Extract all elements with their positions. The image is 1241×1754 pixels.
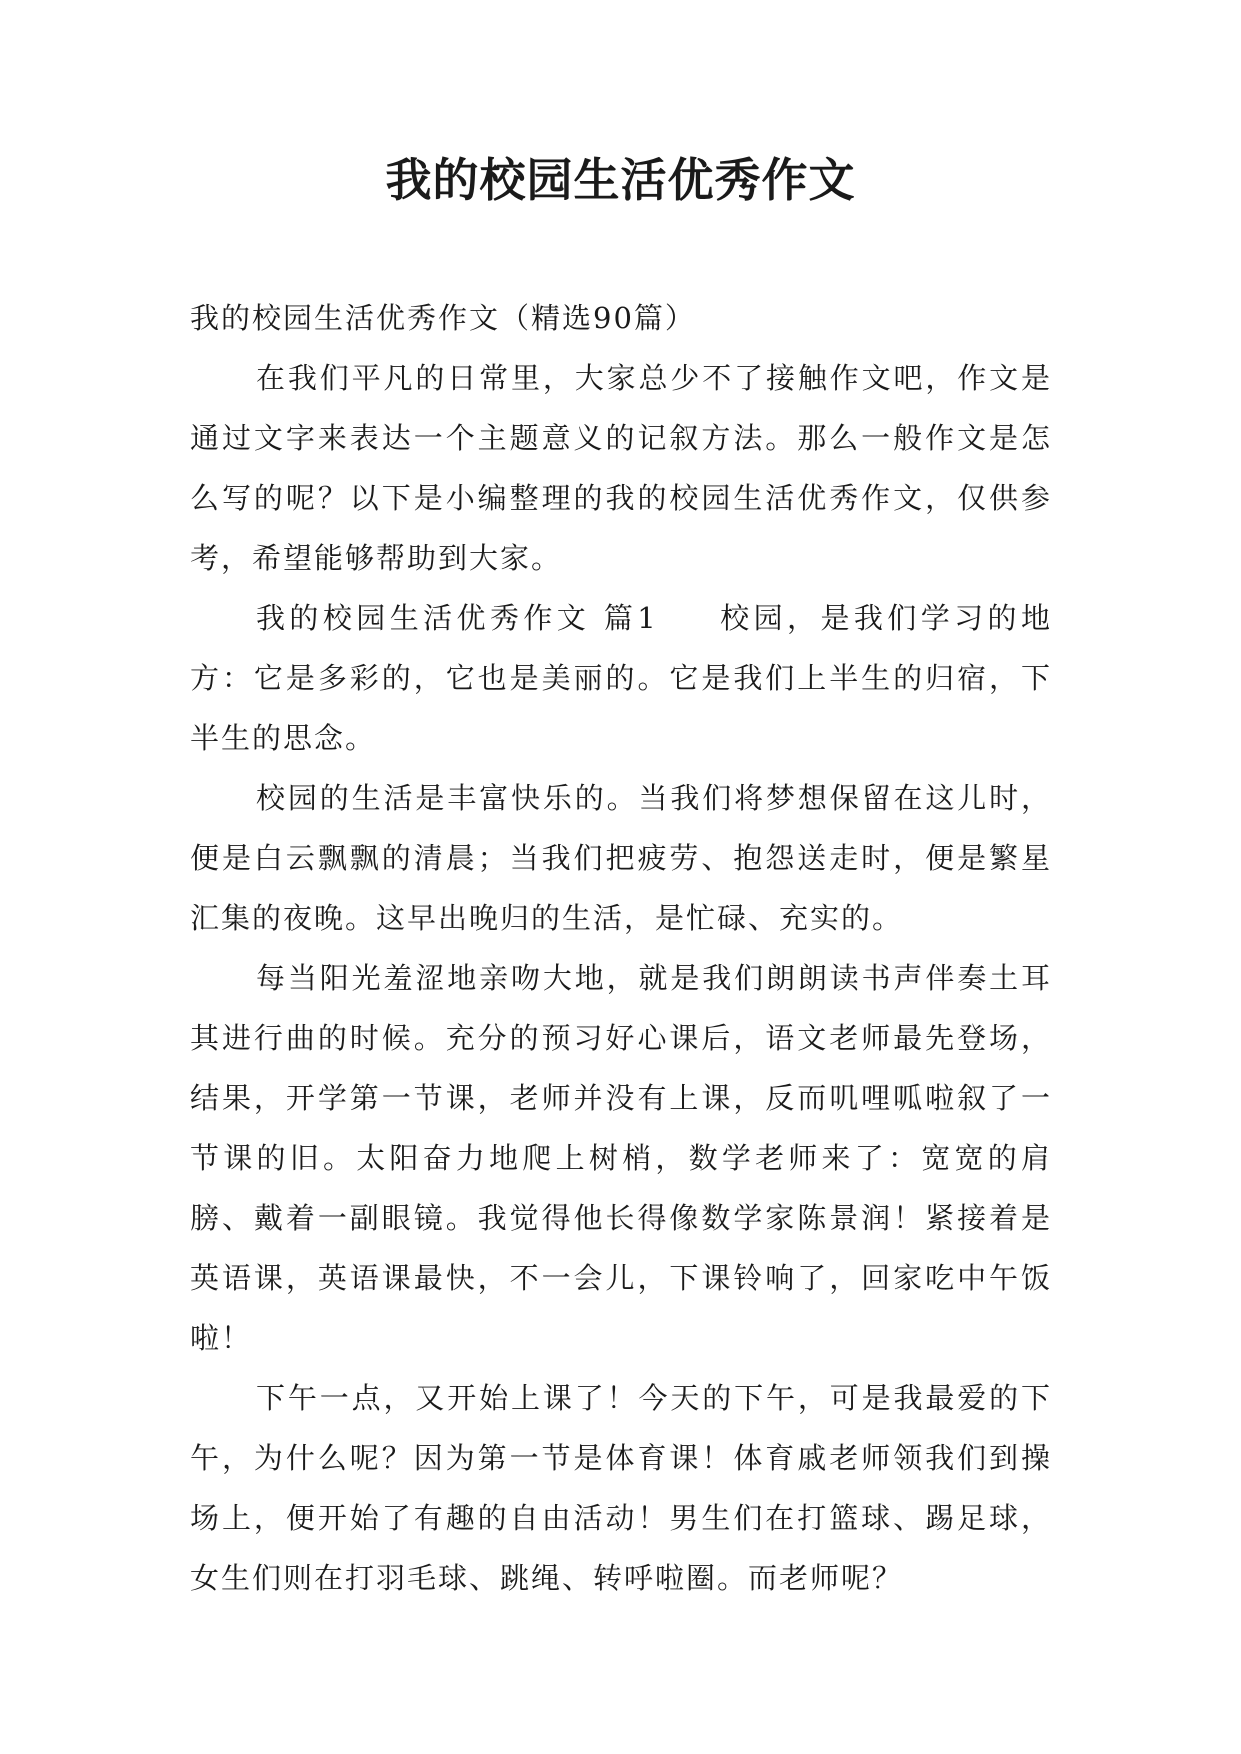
section-first-text: 校园，是我们学习的地方：它是多彩的，它也是美丽的。它是我们上半生的归宿，下半生的思念。 [190,601,1052,755]
body-paragraph: 校园的生活是丰富快乐的。当我们将梦想保留在这儿时，便是白云飘飘的清晨；当我们把疲劳、抱怨送走时，便是繁星汇集的夜晚。这早出晚归的生活，是忙碌、充实的。 [190,781,1052,935]
document-body [190,288,1052,1608]
body-paragraph: 下午一点，又开始上课了！今天的下午，可是我最爱的下午，为什么呢？因为第一节是体育课！体育戚老师领我们到操场上，便开始了有趣的自由活动！男生们在打篮球、踢足球，女生们则在打羽毛球、跳绳、转呼啦圈。而老师呢？ [190,1381,1052,1595]
document-title: 我的校园生活优秀作文 [385,153,856,207]
body-paragraph: 每当阳光羞涩地亲吻大地，就是我们朗朗读书声伴奏土耳其进行曲的时候。充分的预习好心课后，语文老师最先登场，结果，开学第一节课，老师并没有上课，反而叽哩呱啦叙了一节课的旧。太阳奋力地爬上树梢，数学老师来了：宽宽的肩膀、戴着一副眼镜。我觉得他长得像数学家陈景润！紧接着是英语课，英语课最快，不一会儿，下课铃响了，回家吃中午饭啦！ [190,961,1052,1355]
section-first-paragraph [190,588,1052,768]
intro-paragraph: 在我们平凡的日常里，大家总少不了接触作文吧，作文是通过文字来表达一个主题意义的记叙方法。那么一般作文是怎么写的呢？以下是小编整理的我的校园生活优秀作文，仅供参考，希望能够帮助到大家。 [190,361,1052,575]
section-heading: 我的校园生活优秀作文 篇1 [256,601,658,635]
document-subtitle: 我的校园生活优秀作文（精选90篇） [190,301,696,335]
